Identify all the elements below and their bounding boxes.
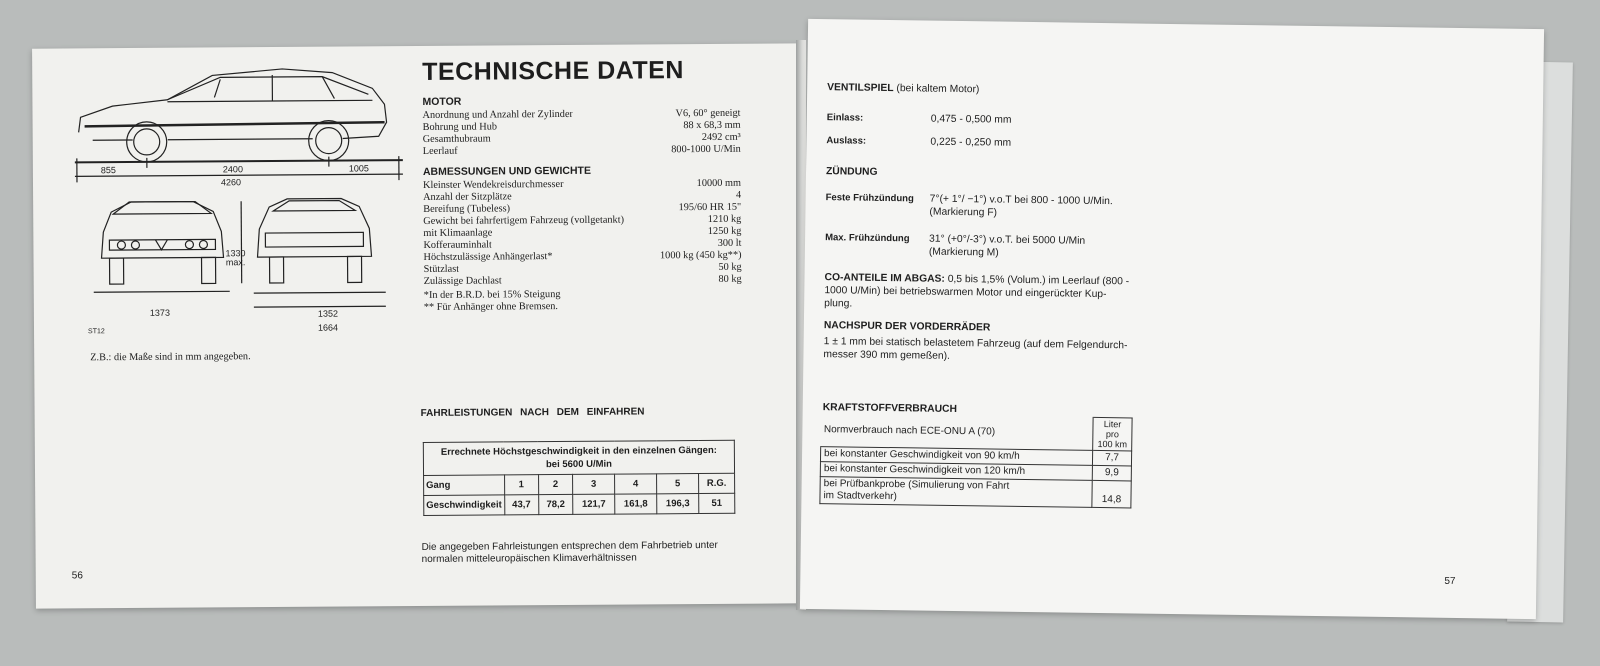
- gear-row: [424, 473, 735, 495]
- spec-row: Leerlauf 800-1000 U/Min: [422, 143, 741, 157]
- gear-cell: 4: [615, 474, 657, 494]
- ignition-heading: ZÜNDUNG: [825, 166, 878, 178]
- fuel-row-label-line-1: bei Prüfbankprobe (Simulierung von Fahrt: [823, 478, 1010, 492]
- valve-exhaust-label: Auslass:: [826, 135, 867, 147]
- diagram-code: ST12: [88, 328, 105, 336]
- fuel-unit: [1093, 417, 1132, 451]
- performance-table-title-line-2: bei 5600 U/Min: [545, 458, 613, 471]
- valve-heading-note: (bei kaltem Motor): [896, 83, 980, 96]
- performance-table-title: [423, 440, 734, 475]
- toe-line: 1 ± 1 mm bei statisch belastetem Fahrzeug (auf dem Felgendurch-: [823, 336, 1128, 352]
- performance-heading: FAHRLEISTUNGEN NACH DEM EINFAHREN: [420, 406, 645, 419]
- fuel-row-label: bei konstanter Geschwindigkeit von 120 km/h: [820, 462, 1092, 481]
- dimensions-spec-list: [423, 178, 742, 288]
- spec-row: Kofferauminhalt 300 lt: [423, 237, 742, 251]
- dim-track-rear: 1352: [317, 308, 338, 319]
- speed-cell: 78,2: [538, 494, 572, 514]
- co-line: plung.: [824, 298, 853, 310]
- gear-label: Gang: [424, 475, 505, 496]
- performance-footnote: [422, 540, 718, 566]
- valve-heading-line: [827, 81, 979, 96]
- dim-rear-overhang: 1005: [348, 163, 369, 174]
- valve-heading: VENTILSPIEL: [827, 82, 894, 95]
- ignition-fixed-value: [929, 193, 1112, 222]
- ignition-fixed-value-line-2: (Markierung F): [929, 206, 998, 219]
- speed-cell: 43,7: [504, 495, 538, 515]
- dim-height-note: max.: [225, 257, 246, 268]
- motor-heading: MOTOR: [422, 95, 462, 108]
- performance-table-title-line-1: Errechnete Höchstgeschwindigkeit in den einzelnen Gängen:: [440, 444, 717, 458]
- speed-cell: 161,8: [615, 494, 657, 514]
- ignition-max-value: [929, 233, 1085, 261]
- dim-track-front: 1373: [149, 307, 170, 318]
- spec-row: Zulässige Dachlast 80 kg: [423, 273, 742, 287]
- gear-cell: R.G.: [699, 473, 735, 493]
- performance-footnote-line-2: normalen mitteleuropäischen Klimaverhältnissen: [421, 552, 637, 565]
- speed-cell: 51: [699, 493, 735, 513]
- dim-width-total: 1664: [317, 322, 339, 333]
- spec-row: Gewicht bei fahrfertigem Fahrzeug (vollgetankt) 1210 kg: [423, 213, 742, 227]
- spec-row: Gesamthubraum 2492 cm³: [422, 131, 741, 145]
- spec-row: Höchstzulässige Anhängerlast* 1000 kg (450 kg**): [423, 249, 742, 263]
- fuel-unit-line-2: 100 km: [1097, 438, 1128, 450]
- spec-row: Anordnung und Anzahl der Zylinder V6, 60° geneigt: [422, 107, 741, 121]
- toe-heading: NACHSPUR DER VORDERRÄDER: [823, 320, 991, 334]
- spec-row: Stützlast 50 kg: [423, 261, 742, 275]
- speed-cell: 121,7: [573, 494, 615, 514]
- spec-row: Bohrung und Hub 88 x 68,3 mm: [422, 119, 741, 133]
- speed-cell: 196,3: [657, 494, 699, 514]
- spec-row: Kleinster Wendekreisdurchmesser 10000 mm: [422, 177, 742, 191]
- fuel-row-label: bei konstanter Geschwindigkeit von 90 km/h: [820, 447, 1092, 466]
- spec-row: Anzahl der Sitzplätze 4: [423, 189, 742, 203]
- fuel-heading: KRAFTSTOFFVERBRAUCH: [822, 402, 958, 416]
- fuel-row-value: 7,7: [1092, 450, 1131, 466]
- fuel-table: [819, 413, 1132, 508]
- valve-intake-label: Einlass:: [826, 112, 864, 124]
- dim-length-total: 4260: [220, 177, 242, 188]
- page-title: TECHNISCHE DATEN: [422, 56, 685, 86]
- dimensions-note-2: ** Für Anhänger ohne Bremsen.: [423, 301, 559, 313]
- dim-height-value: 1330: [225, 248, 246, 259]
- left-page: [32, 43, 804, 608]
- diagram-caption: Z.B.: die Maße sind in mm angegeben.: [90, 351, 251, 364]
- page-number-left: 56: [71, 570, 83, 582]
- fuel-row-label: [820, 477, 1092, 508]
- dim-wheelbase: 2400: [222, 164, 243, 175]
- fuel-table-header: [821, 414, 1132, 451]
- fuel-unit-line-1: Liter pro: [1103, 419, 1122, 440]
- car-dimension-diagram: [72, 60, 414, 342]
- page-number-right: 57: [1444, 575, 1456, 587]
- ignition-fixed-label: Feste Frühzündung: [825, 192, 914, 205]
- gear-cell: 3: [573, 474, 615, 494]
- fuel-row-label-line-2: im Stadtverkehr): [823, 490, 897, 503]
- ignition-max-value-line-1: 31° (+0°/-3°) v.o.T. bei 5000 U/Min: [929, 233, 1086, 247]
- dimensions-heading: ABMESSUNGEN UND GEWICHTE: [422, 164, 591, 178]
- valve-intake-value: 0,475 - 0,500 mm: [930, 113, 1012, 126]
- fuel-row-value: 9,9: [1092, 465, 1131, 481]
- performance-footnote-line-1: Die angegeben Fahrleistungen entsprechen dem Fahrbetrieb unter: [421, 539, 718, 553]
- gear-cell: 1: [504, 475, 538, 495]
- right-page: [800, 19, 1544, 619]
- toe-paragraph: [823, 335, 1141, 365]
- fuel-row: [820, 477, 1131, 508]
- ignition-max-label: Max. Frühzündung: [825, 232, 910, 245]
- performance-table: [423, 440, 736, 516]
- co-line: 0,5 bis 1,5% (Volum.) im Leerlauf (800 -: [947, 273, 1130, 288]
- co-paragraph: [824, 271, 1143, 314]
- dim-height: [225, 249, 245, 267]
- toe-line: messer 390 mm gemeßen).: [823, 349, 951, 362]
- speed-label: Geschwindigkeit: [424, 495, 505, 516]
- spec-row: Bereifung (Tubeless) 195/60 HR 15": [423, 201, 742, 215]
- ignition-fixed-value-line-1: 7°(+ 1°/ −1°) v.o.T bei 800 - 1000 U/Min.: [929, 193, 1113, 208]
- dimensions-note-1: *In der B.R.D. bei 15% Steigung: [423, 289, 561, 301]
- valve-exhaust-value: 0,225 - 0,250 mm: [930, 136, 1012, 149]
- dim-front-overhang: 855: [100, 165, 116, 176]
- fuel-row-value: 14,8: [1092, 480, 1131, 508]
- motor-spec-list: [422, 108, 740, 158]
- co-heading: CO-ANTEILE IM ABGAS:: [824, 272, 945, 285]
- ignition-max-value-line-2: (Markierung M): [928, 246, 999, 259]
- fuel-norm: Normverbrauch nach ECE-ONU A (70): [821, 414, 1093, 451]
- gear-cell: 2: [538, 474, 572, 494]
- co-line: 1000 U/Min) bei betriebswarmen Motor und eingerückter Kup-: [824, 285, 1107, 301]
- speed-row: [424, 493, 735, 515]
- gear-cell: 5: [657, 474, 699, 494]
- spec-row: mit Klimaanlage 1250 kg: [423, 225, 742, 239]
